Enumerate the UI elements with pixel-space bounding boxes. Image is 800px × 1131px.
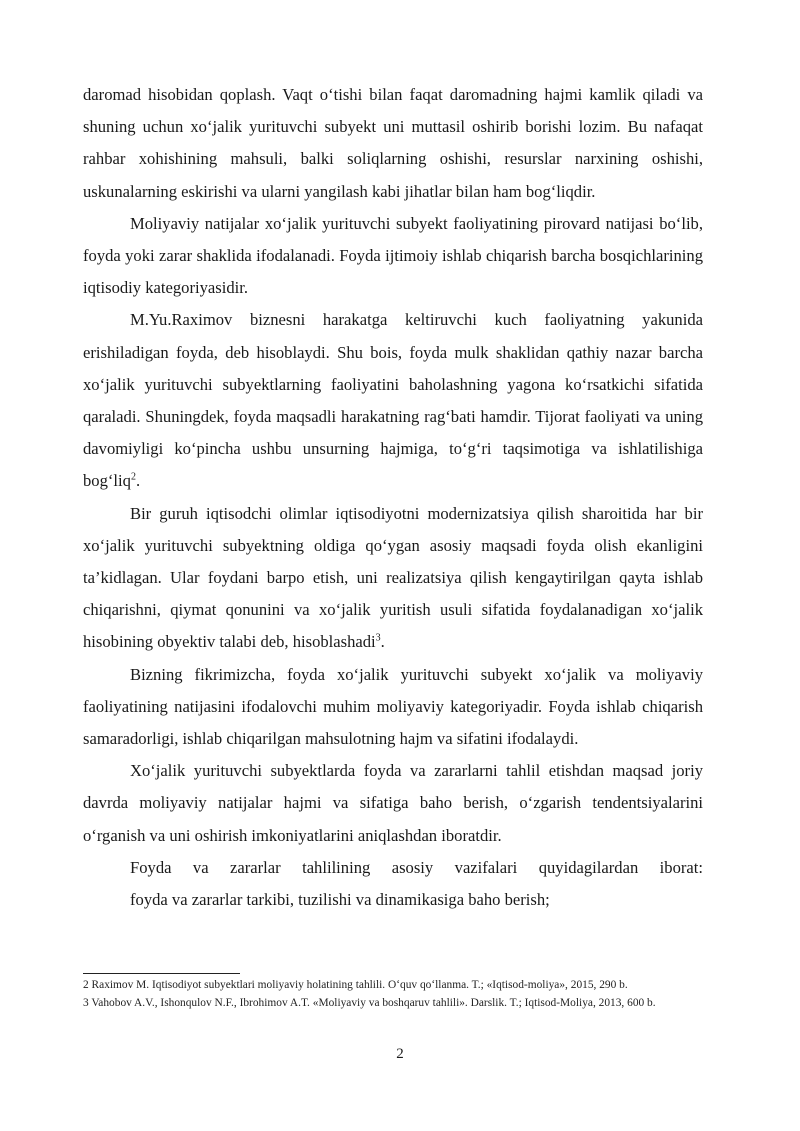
paragraph-text: Moliyaviy natijalar xo‘jalik yurituvchi subyekt faoliyatining pirovard natijasi bo‘lib, foyda yoki zarar shaklida ifodalanadi. Foyda ijtimoiy ishlab chiqarish barcha bosqichlarining iqtisodiy kategoriyasidir. [83, 213, 703, 298]
paragraph-task-item [83, 884, 703, 916]
paragraph-raximov [83, 304, 703, 497]
paragraph-end-punct: . [135, 471, 141, 491]
paragraph-text: Bir guruh iqtisodchi olimlar iqtisodiyotni modernizatsiya qilish sharoitida har bir xo‘jalik yurituvchi subyektning oldiga qo‘ygan asosiy maqsadi foyda olish ekanligini ta’kidlagan. Ular foydani barpo etish, uni realizatsiya qilish kengaytirilgan qayta ishlab chiqarishni, qiymat qonunini va xo‘jalik yuritish usuli sifatida foydalanadigan xo‘jalik hisobining obyektiv talabi deb, hisoblashadi [83, 503, 703, 652]
paragraph-continuation [83, 79, 703, 208]
footnote-3: 3 Vahobov A.V., Ishonqulov N.F., Ibrohimov A.T. «Moliyaviy va boshqaruv tahlili». Darslik. T.; Iqtisod-Moliya, 2013, 600 b. [83, 997, 656, 1010]
document-body [83, 79, 703, 916]
paragraph-text: Foyda va zararlar tahlilining asosiy vazifalari quyidagilardan iborat: [130, 857, 703, 877]
footnote-2: 2 Raximov M. Iqtisodiyot subyektlari moliyaviy holatining tahlili. O‘quv qo‘llanma. T.; «Iqtisod-moliya», 2015, 290 b. [83, 979, 628, 991]
paragraph-opinion [83, 659, 703, 756]
paragraph-tasks-intro [83, 852, 703, 884]
footnote-ref-3[interactable]: 3 [375, 632, 381, 644]
footnote-ref-2[interactable]: 2 [130, 471, 136, 483]
page-number: 2 [396, 1046, 404, 1062]
paragraph-financial-results [83, 208, 703, 305]
paragraph-text: daromad hisobidan qoplash. Vaqt o‘tishi bilan faqat daromadning hajmi kamlik qiladi va shuning uchun xo‘jalik yurituvchi subyekt uni muttasil oshirib borishi lozim. Bu nafaqat rahbar xohishining mahsuli, balki soliqlarning oshishi, resurslar narxining oshishi, uskunalarning eskirishi va ularni yangilash kabi jihatlar bilan ham bog‘liqdir. [83, 85, 703, 201]
paragraph-analysis-purpose [83, 755, 703, 852]
paragraph-end-punct: . [380, 632, 385, 652]
paragraph-text: Bizning fikrimizcha, foyda xo‘jalik yurituvchi subyekt xo‘jalik va moliyaviy faoliyatining natijasini ifodalovchi muhim moliyaviy kategoriyadir. Foyda ishlab chiqarish samaradorligi, ishlab chiqarilgan mahsulotning hajm va sifatini ifodalaydi. [83, 664, 703, 749]
paragraph-economists [83, 498, 703, 659]
footnote-separator [83, 973, 240, 974]
paragraph-text: Xo‘jalik yurituvchi subyektlarda foyda va zararlarni tahlil etishdan maqsad joriy davrda moliyaviy natijalar hajmi va sifatiga baho berish, o‘zgarish tendentsiyalarini o‘rganish va uni oshirish imkoniyatlarini aniqlashdan iboratdir. [83, 761, 703, 845]
footnotes [83, 978, 713, 1015]
paragraph-text: M.Yu.Raximov biznesni harakatga keltiruvchi kuch faoliyatning yakunida erishiladigan foyda, deb hisoblaydi. Shu bois, foyda mulk shaklidan qathiy nazar barcha xo‘jalik yurituvchi subyektlarning faoliyatini baholashning yagona ko‘rsatkichi sifatida qaraladi. Shuningdek, foyda maqsadli harakatning rag‘bati hamdir. Tijorat faoliyati va uning davomiyligi ko‘pincha ushbu unsurning hajmiga, to‘g‘ri taqsimotiga va ishlatilishiga bog‘liq [83, 310, 703, 491]
paragraph-text: foyda va zararlar tarkibi, tuzilishi va dinamikasiga baho berish; [130, 890, 550, 910]
